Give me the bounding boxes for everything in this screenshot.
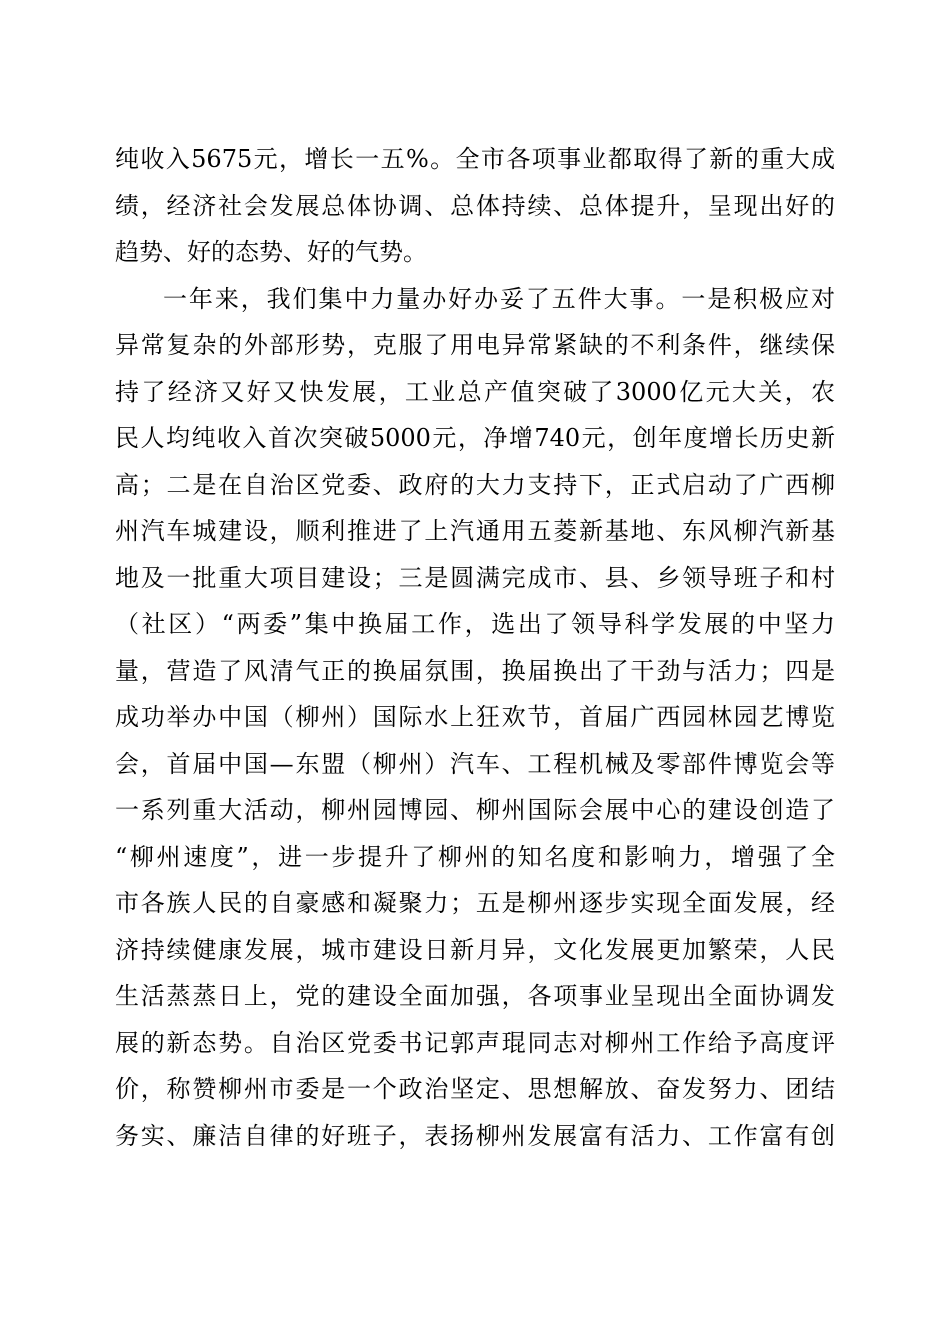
text-line: 价，称赞柳州市委是一个政治坚定、思想解放、奋发努力、团结 bbox=[115, 1075, 835, 1103]
text-line: 持了经济又好又快发展，工业总产值突破了3000亿元大关，农 bbox=[115, 377, 835, 406]
text-line: 纯收入5675元，增长一五%。全市各项事业都取得了新的重大成 bbox=[115, 145, 835, 173]
text-line: 绩，经济社会发展总体协调、总体持续、总体提升，呈现出好的 bbox=[115, 191, 835, 220]
text-line: 展的新态势。自治区党委书记郭声琨同志对柳州工作给予高度评 bbox=[115, 1028, 835, 1057]
paragraph-2 bbox=[115, 276, 835, 1160]
text-line: 市各族人民的自豪感和凝聚力；五是柳州逐步实现全面发展，经 bbox=[115, 889, 835, 917]
text-line: 一系列重大活动，柳州园博园、柳州国际会展中心的建设创造了 bbox=[115, 796, 835, 824]
text-line: 趋势、好的态势、好的气势。 bbox=[115, 238, 427, 266]
text-line: 成功举办中国（柳州）国际水上狂欢节，首届广西园林园艺博览 bbox=[115, 703, 835, 731]
text-line: 地及一批重大项目建设；三是圆满完成市、县、乡领导班子和村 bbox=[115, 563, 835, 592]
text-line: 生活蒸蒸日上，党的建设全面加强，各项事业呈现出全面协调发 bbox=[115, 982, 835, 1010]
text-line: 量，营造了风清气正的换届氛围，换届换出了干劲与活力；四是 bbox=[115, 656, 835, 685]
text-line: 会，首届中国—东盟（柳州）汽车、工程机械及零部件博览会等 bbox=[115, 749, 835, 778]
text-line: 务实、廉洁自律的好班子，表扬柳州发展富有活力、工作富有创 bbox=[115, 1121, 835, 1150]
text-line: 民人均纯收入首次突破5000元，净增740元，创年度增长历史新 bbox=[115, 424, 835, 452]
text-line: 高；二是在自治区党委、政府的大力支持下，正式启动了广西柳 bbox=[115, 470, 835, 499]
paragraph-1 bbox=[115, 136, 835, 276]
document-page bbox=[115, 136, 835, 1159]
text-line: 济持续健康发展，城市建设日新月异，文化发展更加繁荣，人民 bbox=[115, 935, 835, 964]
text-line: “柳州速度”，进一步提升了柳州的知名度和影响力，增强了全 bbox=[115, 842, 835, 871]
text-line: 一年来，我们集中力量办好办妥了五件大事。一是积极应对 bbox=[163, 284, 835, 313]
text-line: 州汽车城建设，顺利推进了上汽通用五菱新基地、东风柳汽新基 bbox=[115, 517, 835, 545]
text-line: 异常复杂的外部形势，克服了用电异常紧缺的不利条件，继续保 bbox=[115, 331, 835, 359]
text-line: （社区）“两委”集中换届工作，选出了领导科学发展的中坚力 bbox=[115, 610, 835, 638]
